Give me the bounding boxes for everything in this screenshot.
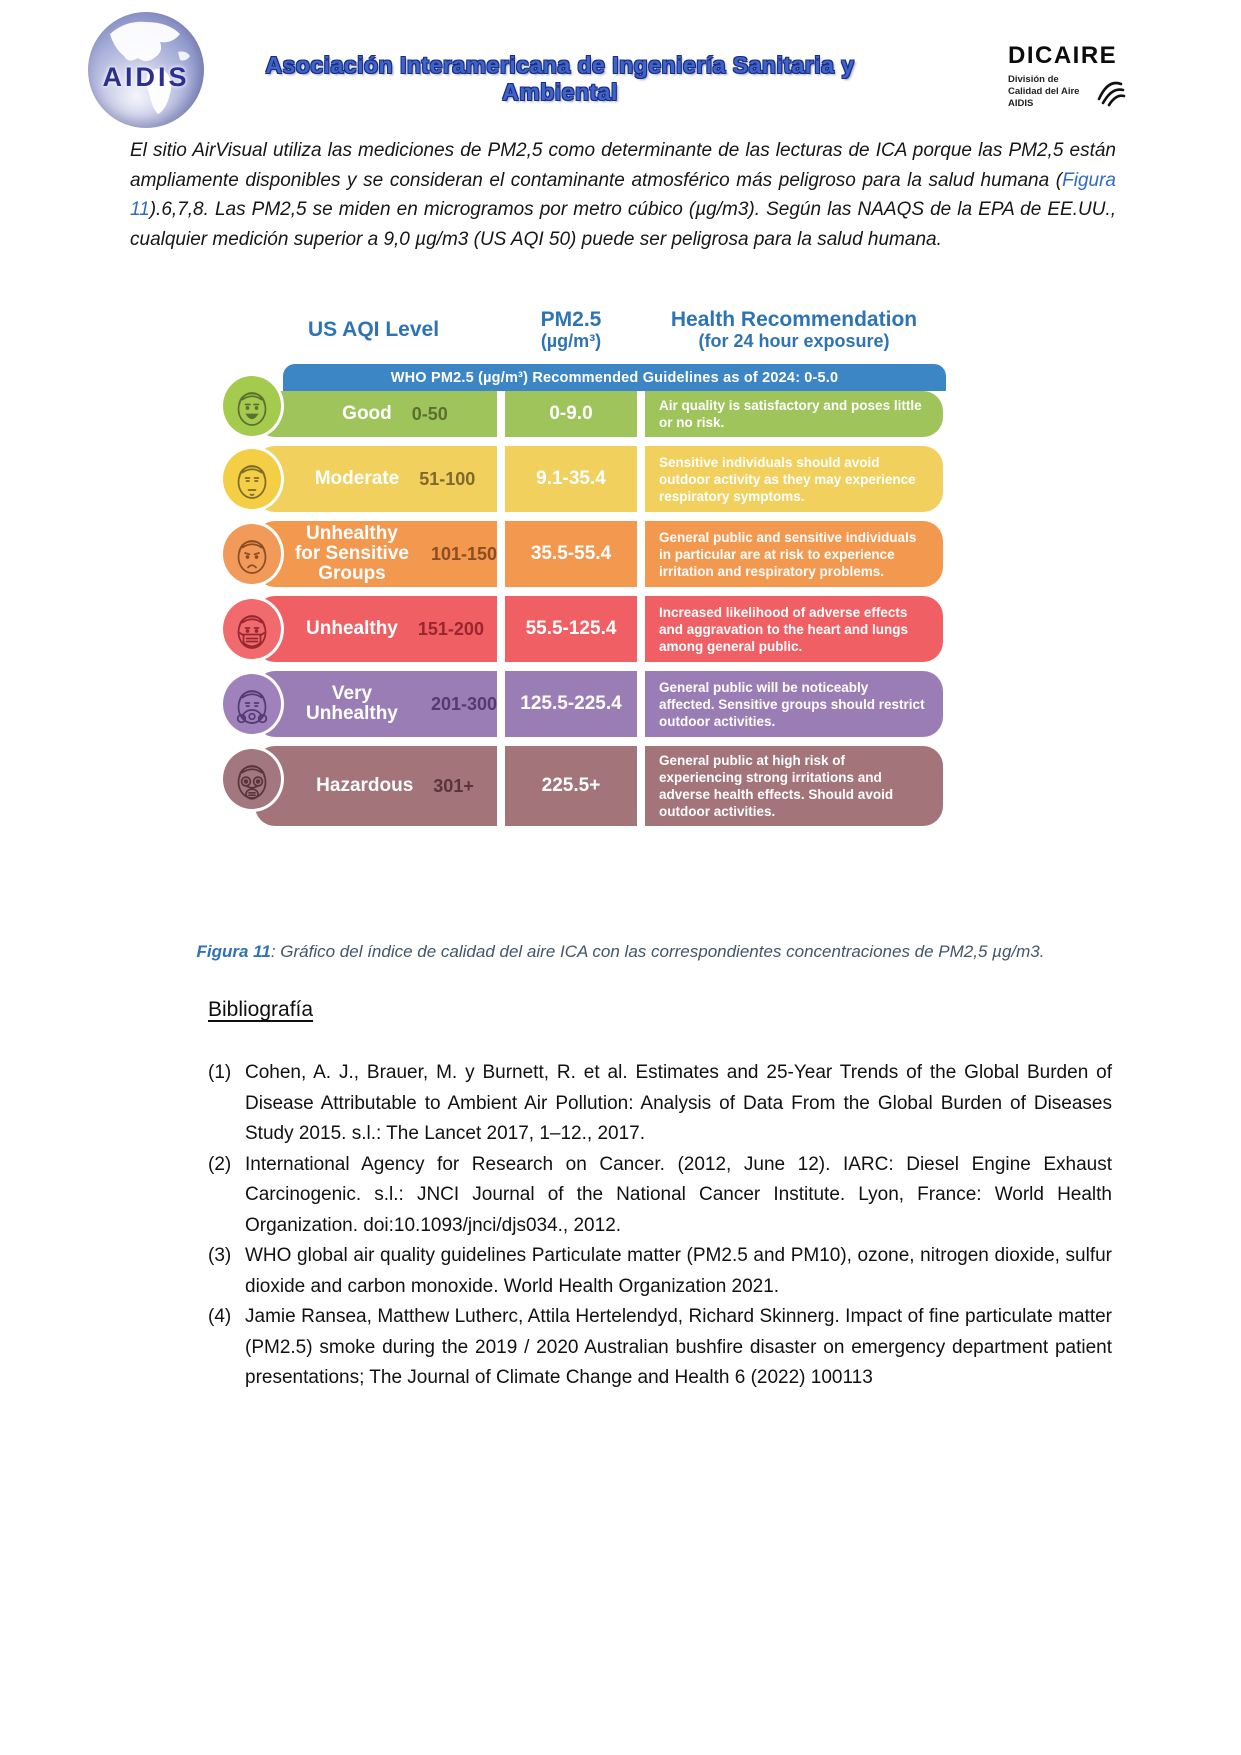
- pm25-range: 0-9.0: [505, 391, 637, 437]
- aqi-range: 0-50: [411, 403, 448, 424]
- face-respirator-icon: [220, 671, 284, 737]
- col-header-pm25: PM2.5 (µg/m³): [540, 307, 602, 351]
- aqi-level-label: Unhealthy: [306, 618, 398, 639]
- pm25-range: 125.5-225.4: [505, 671, 637, 737]
- aidis-logo: [88, 12, 204, 128]
- aqi-chart: [220, 300, 946, 826]
- chart-column-headers: [220, 300, 946, 358]
- face-happy-icon: [220, 373, 284, 439]
- aqi-range: 151-200: [417, 618, 484, 639]
- pm25-range: 225.5+: [505, 746, 637, 826]
- aqi-row-very-unhealthy: [220, 671, 946, 737]
- figure-caption: [0, 942, 1241, 962]
- dicaire-subtitle: División de Calidad del Aire AIDIS: [1008, 74, 1080, 109]
- figura-11-link[interactable]: Figura 11: [130, 169, 1116, 220]
- col-header-us-aqi-level: US AQI Level: [307, 317, 440, 341]
- bibliography-item: [208, 1150, 1112, 1242]
- dicaire-logo-text: DICAIRE: [1008, 42, 1118, 69]
- intro-paragraph: [130, 136, 1116, 254]
- pm25-range: 9.1-35.4: [505, 446, 637, 512]
- face-neutral-icon: [220, 446, 284, 512]
- organization-title: Asociación Interamericana de Ingeniería Sanitaria y Ambiental: [265, 52, 855, 105]
- col-header-health-recommendation: Health Recommendation (for 24 hour exposure): [670, 307, 918, 351]
- aqi-level-label: Moderate: [314, 468, 400, 489]
- aqi-row-unhealthy: [220, 596, 946, 662]
- bib-item-number: (2): [208, 1153, 232, 1175]
- bib-item-text: International Agency for Research on Cancer. (2012, June 12). IARC: Diesel Engine Exhaust Carcinogenic. s.l.: JNCI Journal of the National Cancer Institute. Lyon, France: World Health Organization. doi:10.1093/jnci/djs034., 2012.: [245, 1153, 1112, 1236]
- face-mask-icon: [220, 596, 284, 662]
- health-recommendation: General public at high risk of experiencing strong irritations and adverse health effects. Should avoid outdoor activities.: [645, 746, 943, 826]
- bibliography-list: [208, 1058, 1112, 1394]
- who-banner: WHO PM2.5 (µg/m³) Recommended Guidelines as of 2024: 0-5.0: [283, 364, 946, 391]
- health-recommendation: General public and sensitive individuals in particular are at risk to experience irritation and respiratory problems.: [645, 521, 943, 587]
- aidis-logo-text: AIDIS: [102, 62, 190, 92]
- dicaire-swoosh-icon: [1093, 76, 1127, 110]
- aqi-range: 301+: [433, 775, 474, 796]
- aqi-row-good: [220, 391, 946, 437]
- figure-caption-label: Figura 11: [196, 942, 271, 961]
- health-recommendation: Increased likelihood of adverse effects and aggravation to the heart and lungs among general public.: [645, 596, 943, 662]
- bibliography-item: [208, 1058, 1112, 1150]
- health-recommendation: General public will be noticeably affected. Sensitive groups should restrict outdoor activities.: [645, 671, 943, 737]
- bibliography-item: [208, 1302, 1112, 1394]
- aqi-row-moderate: [220, 446, 946, 512]
- health-recommendation: Air quality is satisfactory and poses little or no risk.: [645, 391, 943, 437]
- pm25-range: 55.5-125.4: [505, 596, 637, 662]
- aqi-range: 201-300: [430, 693, 497, 714]
- health-recommendation: Sensitive individuals should avoid outdoor activity as they may experience respiratory symptoms.: [645, 446, 943, 512]
- bib-item-number: (1): [208, 1062, 232, 1083]
- aqi-level-label: Very Unhealthy: [306, 683, 398, 724]
- pm25-range: 35.5-55.4: [505, 521, 637, 587]
- aqi-row-hazardous: [220, 746, 946, 826]
- figure-caption-text: : Gráfico del índice de calidad del aire ICA con las correspondientes concentraciones de PM2,5 µg/m3.: [270, 942, 1045, 961]
- aqi-range: 101-150: [430, 543, 497, 564]
- bib-item-number: (4): [208, 1306, 232, 1327]
- bib-item-text: Jamie Ransea, Matthew Lutherc, Attila Hertelendyd, Richard Skinnerg. Impact of fine particulate matter (PM2.5) smoke during the 2019 / 2020 Australian bushfire disaster on emergency department patient presentations; The Journal of Climate Change and Health 6 (2022) 100113: [245, 1306, 1112, 1388]
- aqi-range: 51-100: [419, 468, 476, 489]
- page-header: [0, 0, 1241, 130]
- aqi-row-unhealthy-sensitive: [220, 521, 946, 587]
- aqi-level-label: Unhealthy for Sensitive Groups: [294, 523, 409, 584]
- dicaire-logo: [1008, 42, 1183, 110]
- intro-text-after: ).6,7,8. Las PM2,5 se miden en microgramos por metro cúbico (µg/m3). Según las NAAQS de la EPA de EE.UU., cualquier medición superior a 9,0 µg/m3 (US AQI 50) puede ser peligrosa para la salud humana.: [130, 199, 1116, 250]
- bibliography-heading: Bibliografía: [208, 998, 314, 1021]
- aqi-level-label: Hazardous: [316, 775, 414, 796]
- intro-text-before: El sitio AirVisual utiliza las mediciones de PM2,5 como determinante de las lecturas de ICA porque las PM2,5 están ampliamente disponibles y se consideran el contaminante atmosférico más peligroso para la salud humana (: [130, 140, 1116, 191]
- face-gasmask-icon: [220, 746, 284, 812]
- aqi-level-label: Good: [342, 403, 392, 424]
- bib-item-text: Cohen, A. J., Brauer, M. y Burnett, R. et al. Estimates and 25-Year Trends of the Global Burden of Disease Attributable to Ambient Air Pollution: Analysis of Data From the Global Burden of Diseases Study 2015. s.l.: The Lancet 2017, 1–12., 2017.: [245, 1062, 1112, 1144]
- face-sad-icon: [220, 521, 284, 587]
- bibliography-item: [208, 1241, 1112, 1302]
- bib-item-text: WHO global air quality guidelines Particulate matter (PM2.5 and PM10), ozone, nitrogen dioxide, sulfur dioxide and carbon monoxide. World Health Organization 2021.: [245, 1245, 1112, 1297]
- bib-item-number: (3): [208, 1245, 232, 1266]
